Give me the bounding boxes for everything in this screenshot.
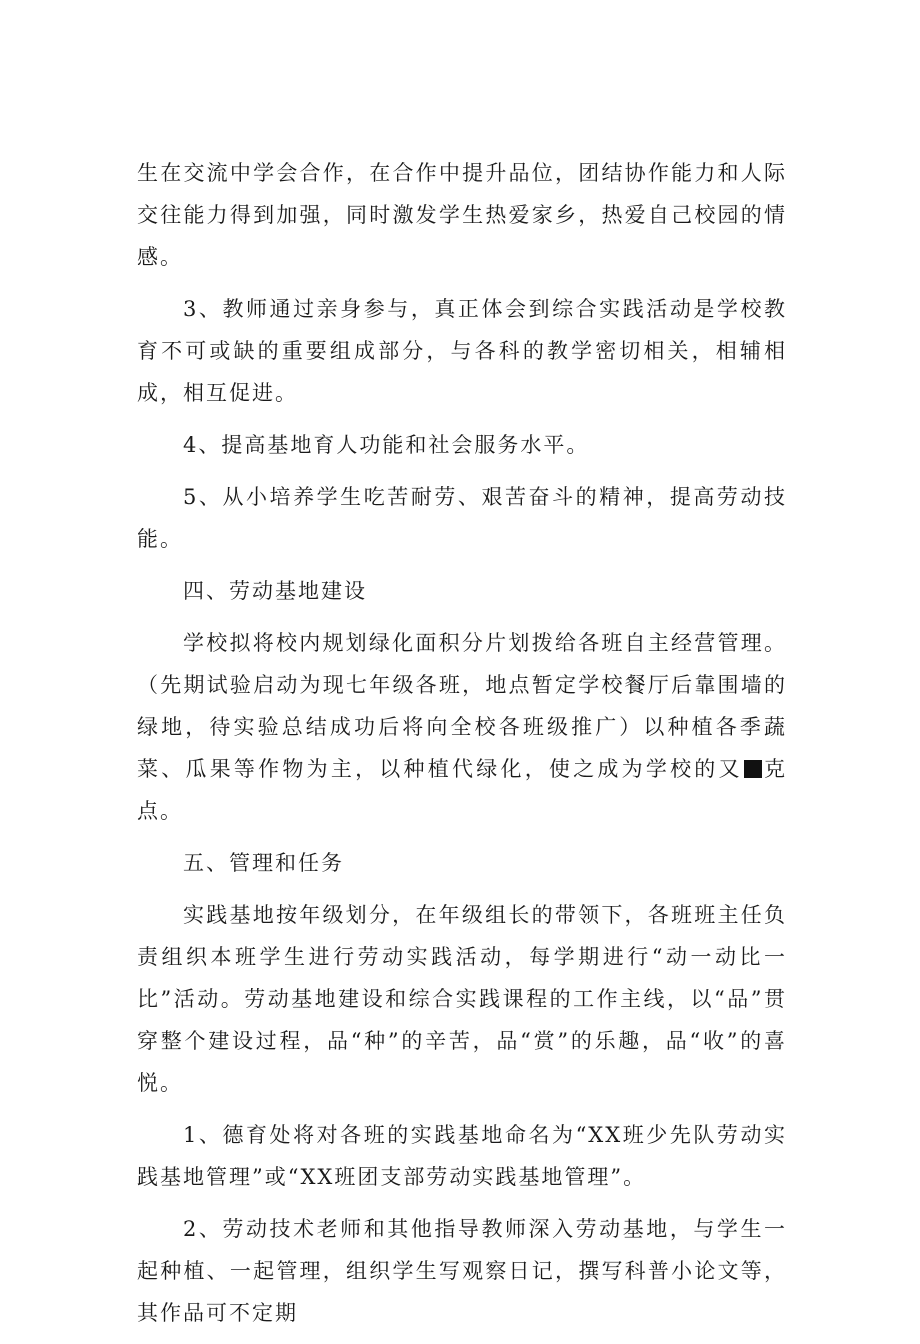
- redaction-block: [744, 760, 762, 778]
- paragraph-continuation: 生在交流中学会合作，在合作中提升品位，团结协作能力和人际交往能力得到加强，同时激发学生热爱家乡，热爱自己校园的情感。: [137, 161, 787, 269]
- section-heading-5: 五、管理和任务: [183, 851, 344, 875]
- paragraph-item-5: 5、从小培养学生吃苦耐劳、艰苦奋斗的精神，提高劳动技能。: [137, 485, 787, 551]
- document-body: [137, 152, 787, 1344]
- paragraph-base-construction: [137, 622, 787, 832]
- paragraph-base-construction-tail: 克点。: [137, 757, 788, 823]
- paragraph-item-3: 3、教师通过亲身参与，真正体会到综合实践活动是学校教育不可或缺的重要组成部分，与各科的教学密切相关，相辅相成，相互促进。: [137, 297, 787, 405]
- paragraph-base-construction-text: 学校拟将校内规划绿化面积分片划拨给各班自主经营管理。（先期试验启动为现七年级各班，地点暂定学校餐厅后靠围墙的绿地，待实验总结成功后将向全校各班级推广）以种植各季蔬菜、瓜果等作物为主，以种植代绿化，使之成为学校的又: [137, 631, 787, 781]
- paragraph-item-2: 2、劳动技术老师和其他指导教师深入劳动基地，与学生一起种植、一起管理，组织学生写观察日记，撰写科普小论文等，其作品可不定期: [137, 1217, 787, 1325]
- paragraph-item-1: 1、德育处将对各班的实践基地命名为“XX班少先队劳动实践基地管理”或“XX班团支部劳动实践基地管理”。: [137, 1123, 787, 1189]
- paragraph-item-4: 4、提高基地育人功能和社会服务水平。: [183, 433, 590, 457]
- section-heading-4: 四、劳动基地建设: [183, 579, 367, 603]
- paragraph-management: 实践基地按年级划分，在年级组长的带领下，各班班主任负责组织本班学生进行劳动实践活动，每学期进行“动一动比一比”活动。劳动基地建设和综合实践课程的工作主线，以“品”贯穿整个建设过程，品“种”的辛苦，品“赏”的乐趣，品“收”的喜悦。: [137, 903, 787, 1095]
